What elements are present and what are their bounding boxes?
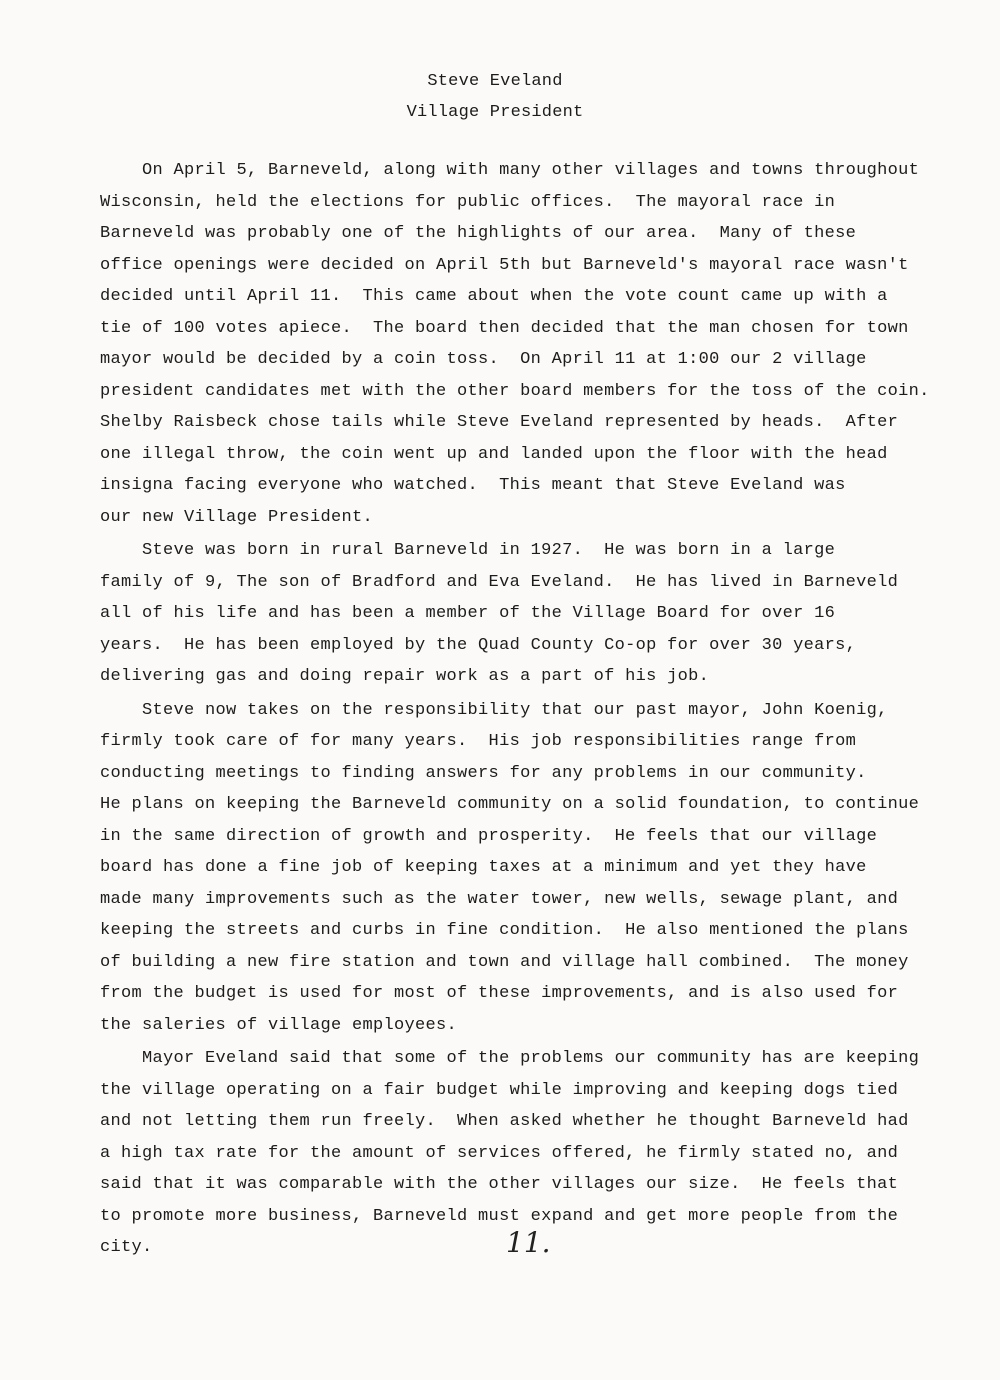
- text-line: Steve now takes on the responsibility that our past mayor, John Koenig,: [100, 700, 888, 720]
- text-line: Steve was born in rural Barneveld in 1927. He was born in a large: [100, 541, 836, 560]
- text-line: delivering gas and doing repair work as a part of his job.: [100, 667, 710, 686]
- text-line: firmly took care of for many years. His job responsibilities range from: [100, 732, 857, 751]
- paragraph: [100, 535, 960, 693]
- article-subtitle: Village President: [406, 103, 584, 122]
- text-line: On April 5, Barneveld, along with many other villages and towns throughout: [100, 161, 920, 180]
- paragraph: [100, 695, 960, 1042]
- text-line: our new Village President.: [100, 507, 374, 527]
- text-line: in the same direction of growth and prosperity. He feels that our village: [100, 826, 878, 846]
- text-line: a high tax rate for the amount of services offered, he firmly stated no, and: [100, 1143, 899, 1163]
- text-line: insigna facing everyone who watched. This meant that Steve Eveland was: [100, 476, 846, 495]
- text-line: and not letting them run freely. When asked whether he thought Barneveld had: [100, 1112, 909, 1131]
- text-line: to promote more business, Barneveld must expand and get more people from the: [100, 1206, 899, 1226]
- text-line: decided until April 11. This came about when the vote count came up with a: [100, 287, 888, 306]
- text-line: made many improvements such as the water tower, new wells, sewage plant, and: [100, 889, 899, 909]
- text-line: board has done a fine job of keeping taxes at a minimum and yet they have: [100, 858, 867, 877]
- text-line: conducting meetings to finding answers for any problems in our community.: [100, 763, 867, 783]
- text-line: Mayor Eveland said that some of the problems our community has are keeping: [100, 1049, 920, 1068]
- text-line: of building a new fire station and town and village hall combined. The money: [100, 952, 909, 972]
- text-line: Shelby Raisbeck chose tails while Steve Eveland represented by heads. After: [100, 413, 899, 432]
- text-line: all of his life and has been a member of the Village Board for over 16: [100, 604, 836, 623]
- handwritten-page-number: 11.: [506, 1226, 551, 1259]
- text-line: mayor would be decided by a coin toss. On April 11 at 1:00 our 2 village: [100, 350, 867, 369]
- text-line: office openings were decided on April 5th but Barneveld's mayoral race wasn't: [100, 255, 909, 275]
- text-line: one illegal throw, the coin went up and landed upon the floor with the head: [100, 444, 888, 464]
- text-line: president candidates met with the other board members for the toss of the coin.: [100, 381, 930, 401]
- paragraph: [100, 155, 960, 533]
- text-line: city.: [100, 1238, 153, 1257]
- text-line: Wisconsin, held the elections for public offices. The mayoral race in: [100, 192, 836, 212]
- text-line: keeping the streets and curbs in fine condition. He also mentioned the plans: [100, 921, 909, 940]
- text-line: said that it was comparable with the other villages our size. He feels that: [100, 1175, 899, 1194]
- text-line: Barneveld was probably one of the highlights of our area. Many of these: [100, 224, 857, 243]
- text-line: family of 9, The son of Bradford and Eva Eveland. He has lived in Barneveld: [100, 572, 899, 592]
- text-line: the village operating on a fair budget while improving and keeping dogs tied: [100, 1080, 899, 1100]
- text-line: the saleries of village employees.: [100, 1015, 458, 1035]
- text-line: years. He has been employed by the Quad County Co-op for over 30 years,: [100, 635, 857, 655]
- text-line: from the budget is used for most of these improvements, and is also used for: [100, 984, 899, 1003]
- article-body: [100, 155, 960, 1266]
- text-line: He plans on keeping the Barneveld community on a solid foundation, to continue: [100, 795, 920, 814]
- text-line: tie of 100 votes apiece. The board then decided that the man chosen for town: [100, 318, 909, 338]
- article-title: Steve Eveland: [427, 72, 563, 91]
